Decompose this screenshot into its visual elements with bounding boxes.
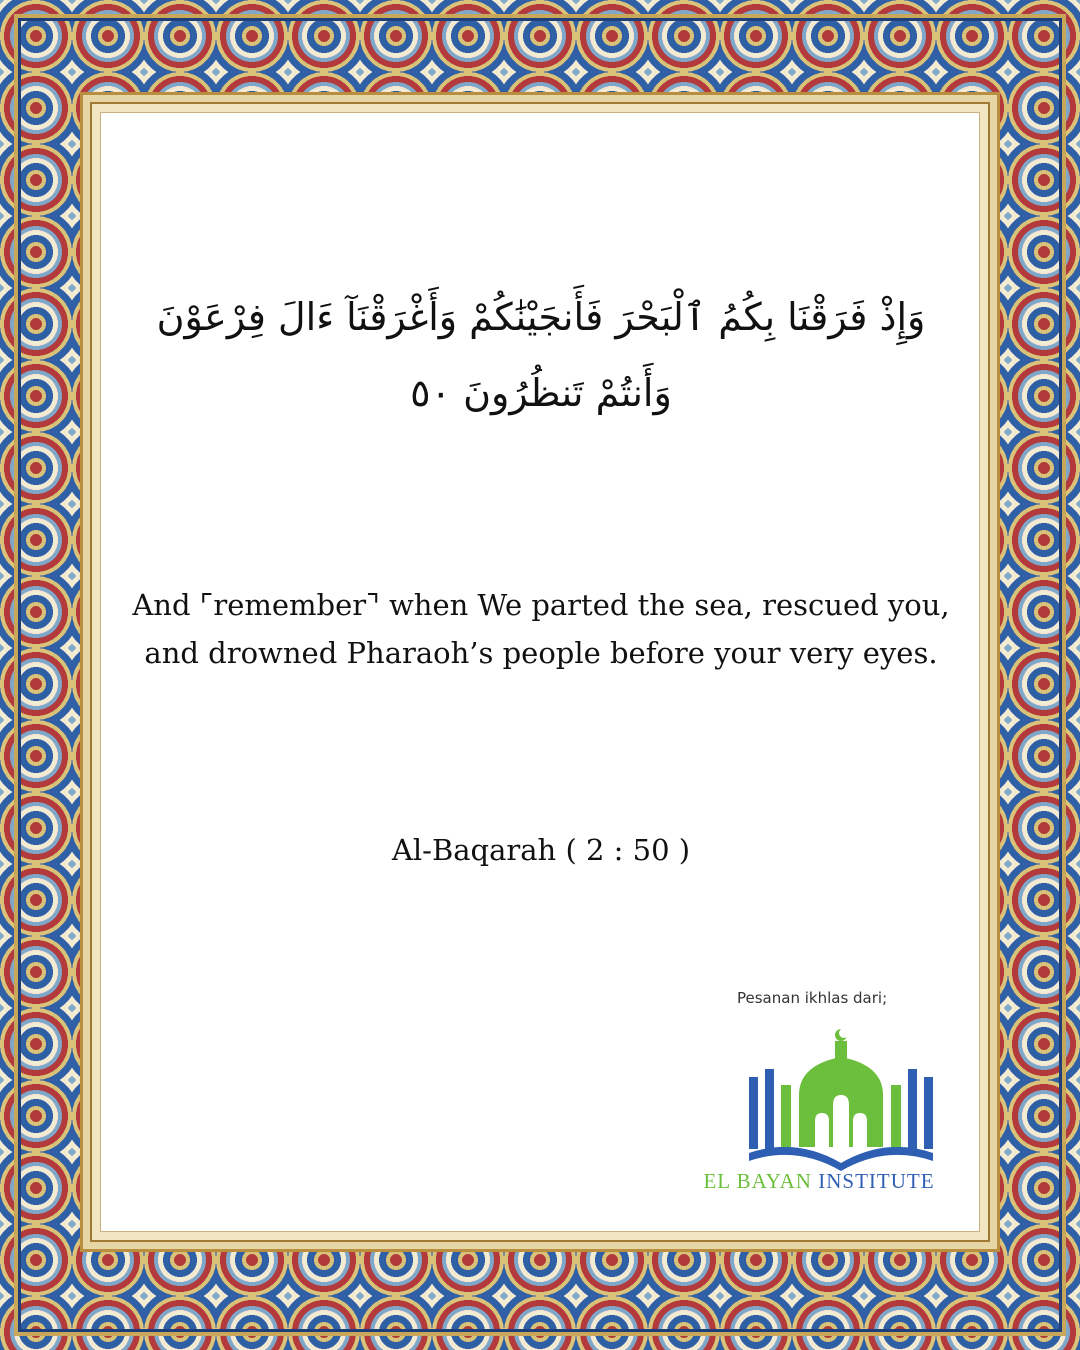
arabic-verse-line-1: وَإِذْ فَرَقْنَا بِكُمُ ٱلْبَحْرَ فَأَنجَيْنَٰكُمْ وَأَغْرَقْنَآ ءَالَ فِرْعَوْنَ (156, 295, 926, 339)
logo-text (699, 1169, 939, 1194)
logo-word-el-bayan: EL BAYAN (703, 1169, 812, 1193)
el-bayan-logo-icon (741, 1025, 941, 1185)
arabic-verse-line-2: وَأَنتُمْ تَنظُرُونَ ٥٠ (410, 371, 672, 415)
verse-translation (101, 581, 981, 677)
translation-line-2: and drowned Pharaoh’s people before your very eyes. (144, 636, 938, 670)
translation-line-1: And ⌜remember⌝ when We parted the sea, rescued you, (132, 588, 950, 622)
logo-word-institute: INSTITUTE (818, 1169, 935, 1193)
verse-reference: Al-Baqarah ( 2 : 50 ) (391, 833, 691, 867)
sponsor-label: Pesanan ikhlas dari; (737, 989, 888, 1007)
content-panel (100, 112, 980, 1232)
